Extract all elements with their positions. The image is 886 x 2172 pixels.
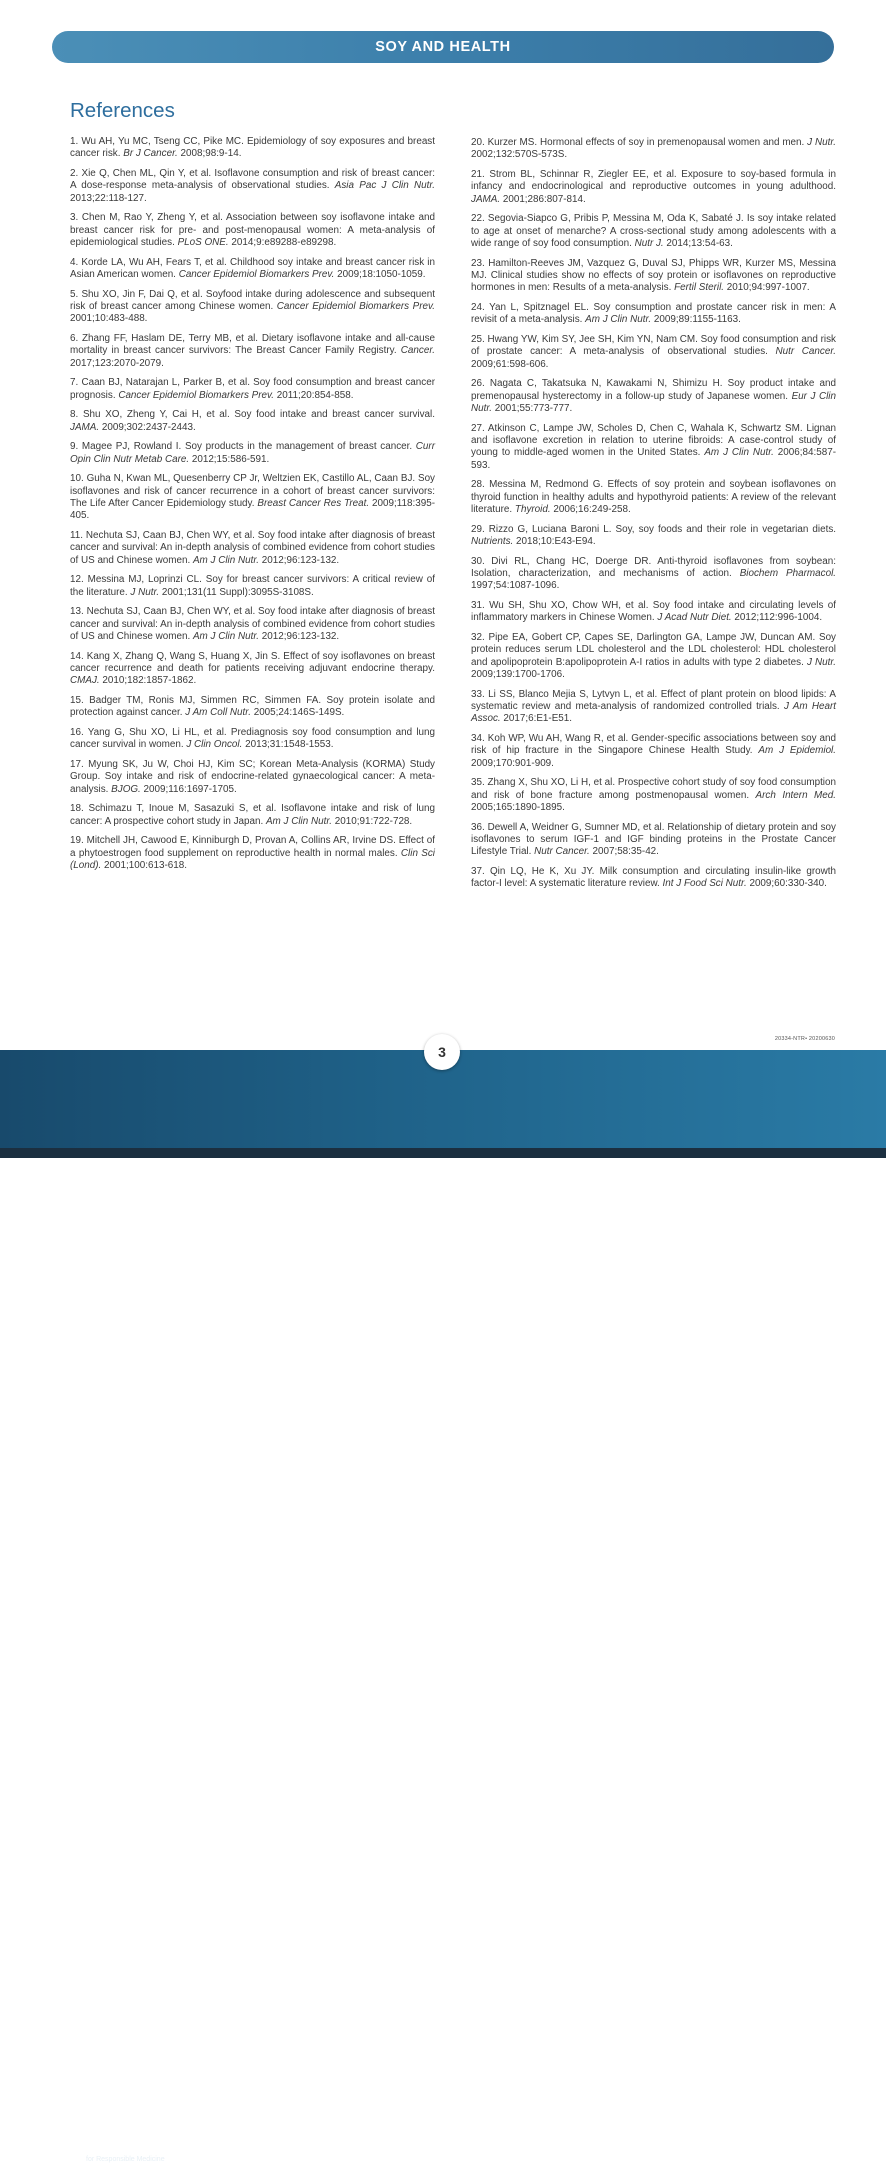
reference-citation: 2009;170:901-909. <box>471 757 554 769</box>
reference-text: 10. Guha N, Kwan ML, Quesenberry CP Jr, Weltzien EK, Castillo AL, Caan BJ. Soy isoflavones and risk of cancer recurrence in a cohort of breast cancer survivors: The Life After Cancer Epidemiology study. <box>70 473 435 509</box>
address-line: 5100 Wisconsin Ave., NW, Suite 400 | Washington, DC 20016 <box>372 2135 729 2149</box>
reference-item <box>70 212 435 249</box>
reference-text: 33. Li SS, Blanco Mejia S, Lytvyn L, et al. Effect of plant protein on blood lipids: A systematic review and meta-analysis of randomized controlled trials. <box>471 688 836 712</box>
reference-journal: J Nutr. <box>130 586 160 598</box>
reference-text: 8. Shu XO, Zheng Y, Cai H, et al. Soy food intake and breast cancer survival. <box>70 409 435 421</box>
reference-item <box>70 574 435 599</box>
reference-text: 23. Hamilton-Reeves JM, Vazquez G, Duval SJ, Phipps WR, Kurzer MS, Messina MJ. Clinical studies show no effects of soy protein or isoflavones on reproductive hormones in men: Results of a meta-analysis. <box>471 257 836 294</box>
references-column-left <box>70 136 435 879</box>
reference-item <box>70 409 435 434</box>
reference-citation: 2012;15:586-591. <box>189 453 270 465</box>
reference-item <box>70 289 435 326</box>
reference-item <box>471 632 836 681</box>
reference-journal: Asia Pac J Clin Nutr. <box>334 180 435 192</box>
reference-text: 32. Pipe EA, Gobert CP, Capes SE, Darlington GA, Lampe JW, Duncan AM. Soy protein reduces serum LDL cholesterol and the LDL cholesterol: HDL cholesterol and apolipoprotein B:apolipoprotein A-I ratios in adults with type 2 diabetes. <box>471 631 836 668</box>
reference-text: 24. Yan L, Spitznagel EL. Soy consumption and prostate cancer risk in men: A revisit of a meta-analysis. <box>471 301 836 326</box>
reference-item <box>471 423 836 472</box>
reference-item <box>70 377 435 402</box>
reference-citation: 2005;24:146S-149S. <box>250 707 345 719</box>
reference-item <box>70 651 435 688</box>
reference-text: 30. Divi RL, Chang HC, Doerge DR. Anti-thyroid isoflavones from soybean: Isolation, characterization, and mechanisms of action. <box>471 555 836 579</box>
reference-item <box>70 473 435 522</box>
reference-journal: Arch Intern Med. <box>755 789 837 801</box>
reference-journal: Fertil Steril. <box>674 282 725 294</box>
organization-logo <box>52 2130 281 2163</box>
reference-item <box>471 334 836 371</box>
reference-citation: 2009;302:2437-2443. <box>99 421 196 433</box>
reference-journal: JAMA. <box>70 421 100 433</box>
page-title: References <box>70 99 175 122</box>
reference-text: 37. Qin LQ, He K, Xu JY. Milk consumption and circulating insulin-like growth factor-I level: A systematic literature review. <box>471 865 836 890</box>
reference-text: 11. Nechuta SJ, Caan BJ, Chen WY, et al. Soy food intake after diagnosis of breast cancer and survival: An in-depth analysis of combined evidence from cohort studies of US and Chinese women. <box>70 529 435 566</box>
reference-citation: 2009;89:1155-1163. <box>651 314 741 326</box>
reference-text: 12. Messina MJ, Loprinzi CL. Soy for breast cancer survivors: A critical review of the literature. <box>70 574 435 598</box>
reference-citation: 2009;61:598-606. <box>471 358 549 370</box>
section-banner: SOY AND HEALTH <box>52 31 834 63</box>
reference-citation: 2006;16:249-258. <box>550 503 631 515</box>
reference-text: 7. Caan BJ, Natarajan L, Parker B, et al. Soy food consumption and breast cancer prognosis. <box>70 377 435 401</box>
reference-text: 3. Chen M, Rao Y, Zheng Y, et al. Association between soy isoflavone intake and breast cancer risk for pre- and post-menopausal women: A meta-analysis of epidemiological studies. <box>70 212 435 248</box>
reference-journal: JAMA. <box>471 193 501 205</box>
reference-citation: 2017;123:2070-2079. <box>70 357 164 369</box>
reference-item <box>70 136 435 161</box>
reference-item <box>70 257 435 282</box>
contact-line: 202-686-2210 | info@pcrm.org | PhysiciansCommittee.org <box>372 2155 714 2169</box>
reference-citation: 2018;10:E43-E94. <box>513 535 596 547</box>
reference-journal: J Clin Oncol. <box>186 739 243 751</box>
reference-item <box>70 333 435 370</box>
reference-journal: Cancer Epidemiol Biomarkers Prev. <box>178 268 335 280</box>
reference-text: 9. Magee PJ, Rowland I. Soy products in the management of breast cancer. <box>70 441 416 453</box>
reference-text: 5. Shu XO, Jin F, Dai Q, et al. Soyfood intake during adolescence and subsequent risk of breast cancer among Chinese women. <box>70 288 435 312</box>
reference-text: 36. Dewell A, Weidner G, Sumner MD, et al. Relationship of dietary protein and soy isoflavones to serum IGF-1 and IGF binding proteins in the Prostate Cancer Lifestyle Trial. <box>471 821 836 858</box>
reference-item <box>70 441 435 466</box>
logo-wordmark: PhysiciansCommittee <box>52 2130 281 2158</box>
reference-text: 17. Myung SK, Ju W, Choi HJ, Kim SC; Korean Meta-Analysis (KORMA) Study Group. Soy intake and risk of endocrine-related gynaecological cancer: A meta-analysis. <box>70 758 435 795</box>
reference-journal: Nutr J. <box>634 238 664 249</box>
reference-journal: Br J Cancer. <box>123 148 178 160</box>
reference-journal: Breast Cancer Res Treat. <box>257 497 370 509</box>
page-number: 3 <box>424 1034 460 1070</box>
reference-journal: Cancer. <box>400 345 435 357</box>
reference-item <box>471 479 836 516</box>
reference-journal: Curr Opin Clin Nutr Metab Care. <box>70 441 435 465</box>
reference-citation: 2002;132:570S-573S. <box>471 149 568 161</box>
reference-item <box>70 727 435 752</box>
reference-journal: J Am Coll Nutr. <box>185 707 251 719</box>
reference-text: 26. Nagata C, Takatsuka N, Kawakami N, Shimizu H. Soy product intake and premenopausal hysterectomy in a follow-up study of Japanese women. <box>471 378 836 402</box>
reference-citation: 2017;6:E1-E51. <box>500 713 573 725</box>
reference-item <box>471 213 836 250</box>
reference-citation: 2014;9:e89288-e89298. <box>228 237 337 248</box>
reference-citation: 2009;139:1700-1706. <box>471 668 565 680</box>
reference-journal: Am J Clin Nutr. <box>585 314 652 326</box>
reference-citation: 2011;20:854-858. <box>274 389 354 401</box>
reference-text: 21. Strom BL, Schinnar R, Ziegler EE, et al. Exposure to soy-based formula in infancy and endocrinological and reproductive outcomes in young adulthood. <box>471 168 836 193</box>
reference-citation: 2009;116:1697-1705. <box>140 783 237 795</box>
reference-citation: 2010;94:997-1007. <box>724 282 810 294</box>
reference-item <box>70 835 435 872</box>
reference-journal: Nutr Cancer. <box>534 846 590 858</box>
reference-journal: BJOG. <box>111 783 141 795</box>
reference-citation: 2007;58:35-42. <box>589 846 659 858</box>
reference-journal: Am J Epidemiol. <box>758 745 836 757</box>
reference-text: 20. Kurzer MS. Hormonal effects of soy in premenopausal women and men. <box>471 137 808 148</box>
reference-item <box>70 803 435 828</box>
reference-citation: 2014;13:54-63. <box>663 238 733 249</box>
reference-item <box>471 378 836 415</box>
reference-citation: 2009;118:395-405. <box>70 497 435 522</box>
reference-citation: 2012;112:996-1004. <box>731 612 823 624</box>
reference-journal: Am J Clin Nutr. <box>704 447 774 459</box>
reference-journal: CMAJ. <box>70 675 100 687</box>
reference-journal: J Acad Nutr Diet. <box>657 612 732 624</box>
reference-text: 28. Messina M, Redmond G. Effects of soy protein and soybean isoflavones on thyroid function in healthy adults and hypothyroid patients: A review of the relevant literature. <box>471 479 836 515</box>
references-column-right <box>471 137 836 898</box>
reference-journal: Int J Food Sci Nutr. <box>662 878 747 890</box>
reference-journal: Am J Clin Nutr. <box>192 630 259 642</box>
reference-text: 6. Zhang FF, Haslam DE, Terry MB, et al. Dietary isoflavone intake and all-cause mortality in breast cancer survivors: The Breast Cancer Family Registry. <box>70 332 435 357</box>
reference-journal: Nutr Cancer. <box>775 346 836 358</box>
reference-text: 15. Badger TM, Ronis MJ, Simmen RC, Simmen FA. Soy protein isolate and protection against cancer. <box>70 694 435 719</box>
reference-item <box>471 258 836 295</box>
reference-journal: J Nutr. <box>807 137 836 148</box>
reference-text: 2. Xie Q, Chen ML, Qin Y, et al. Isoflavone consumption and risk of breast cancer: A dose-response meta-analysis of observational studies. <box>70 167 435 192</box>
reference-citation: 2001;55:773-777. <box>492 402 573 414</box>
reference-text: 4. Korde LA, Wu AH, Fears T, et al. Childhood soy intake and breast cancer risk in Asian American women. <box>70 256 435 280</box>
reference-item <box>471 822 836 859</box>
reference-citation: 2006;84:587-593. <box>471 447 837 471</box>
reference-item <box>471 302 836 327</box>
reference-text: 35. Zhang X, Shu XO, Li H, et al. Prospective cohort study of soy food consumption and risk of bone fracture among postmenopausal women. <box>471 777 836 801</box>
logo-tagline: for Responsible Medicine <box>86 2156 165 2163</box>
reference-item <box>471 524 836 549</box>
reference-citation: 2008;98:9-14. <box>177 148 242 160</box>
reference-journal: Am J Clin Nutr. <box>192 554 259 566</box>
reference-item <box>70 759 435 796</box>
reference-journal: Cancer Epidemiol Biomarkers Prev. <box>276 300 435 312</box>
contact-info <box>372 2132 728 2172</box>
reference-text: 1. Wu AH, Yu MC, Tseng CC, Pike MC. Epidemiology of soy exposures and breast cancer risk. <box>70 136 435 160</box>
reference-item <box>471 169 836 206</box>
reference-journal: Clin Sci (Lond). <box>70 847 435 871</box>
reference-item <box>70 530 435 567</box>
reference-text: 14. Kang X, Zhang Q, Wang S, Huang X, Jin S. Effect of soy isoflavones on breast cancer recurrence and death for patients receiving adjuvant endocrine therapy. <box>70 650 435 674</box>
reference-text: 16. Yang G, Shu XO, Li HL, et al. Prediagnosis soy food consumption and lung cancer survival in women. <box>70 726 435 751</box>
reference-text: 22. Segovia-Siapco G, Pribis P, Messina M, Oda K, Sabaté J. Is soy intake related to age at onset of menarche? A cross-sectional study among adolescents with a wide range of soy food consumption. <box>471 213 836 249</box>
reference-citation: 2013;31:1548-1553. <box>242 739 334 751</box>
reference-journal: Nutrients. <box>471 535 514 547</box>
reference-text: 19. Mitchell JH, Cawood E, Kinniburgh D, Provan A, Collins AR, Irvine DS. Effect of a phytoestrogen food supplement on reproductive health in normal males. <box>70 835 435 859</box>
reference-citation: 2001;286:807-814. <box>500 193 586 205</box>
reference-citation: 2009;60:330-340. <box>746 878 827 890</box>
reference-citation: 1997;54:1087-1096. <box>471 580 560 592</box>
reference-item <box>471 137 836 162</box>
reference-citation: 2010;182:1857-1862. <box>99 675 197 687</box>
reference-item <box>471 866 836 891</box>
reference-item <box>471 777 836 814</box>
reference-text: 25. Hwang YW, Kim SY, Jee SH, Kim YN, Nam CM. Soy food consumption and risk of prostate cancer: A meta-analysis of observational studies. <box>471 333 836 358</box>
reference-item <box>70 168 435 205</box>
reference-text: 18. Schimazu T, Inoue M, Sasazuki S, et al. Isoflavone intake and risk of lung cancer: A prospective cohort study in Japan. <box>70 803 435 827</box>
reference-item <box>471 689 836 726</box>
reference-text: 13. Nechuta SJ, Caan BJ, Chen WY, et al. Soy food intake after diagnosis of breast cancer and survival: An in-depth analysis of combined evidence from cohort studies of US and Chinese women. <box>70 606 435 642</box>
reference-item <box>471 600 836 625</box>
reference-journal: Eur J Clin Nutr. <box>471 390 836 414</box>
reference-citation: 2013;22:118-127. <box>70 192 147 204</box>
reference-citation: 2012;96:123-132. <box>259 554 340 566</box>
reference-journal: Biochem Pharmacol. <box>739 567 837 579</box>
reference-text: 29. Rizzo G, Luciana Baroni L. Soy, soy foods and their role in vegetarian diets. <box>471 523 836 535</box>
reference-journal: J Am Heart Assoc. <box>471 700 836 725</box>
reference-text: 27. Atkinson C, Lampe JW, Scholes D, Chen C, Wahala K, Schwartz SM. Lignan and isoflavone excretion in relation to uterine fibroids: A case-control study of young to middle-aged women in the United States. <box>471 422 836 459</box>
reference-item <box>70 695 435 720</box>
reference-citation: 2001;100:613-618. <box>101 859 187 871</box>
reference-citation: 2009;18:1050-1059. <box>334 268 426 280</box>
reference-text: 34. Koh WP, Wu AH, Wang R, et al. Gender-specific associations between soy and risk of hip fracture in the Singapore Chinese Health Study. <box>471 732 836 757</box>
reference-item <box>471 556 836 593</box>
bottom-strip <box>0 1148 886 1158</box>
document-code: 20334-NTR• 20200630 <box>774 1036 835 1042</box>
reference-item <box>471 733 836 770</box>
reference-text: 31. Wu SH, Shu XO, Chow WH, et al. Soy food intake and circulating levels of inflammatory markers in Chinese Women. <box>471 599 836 624</box>
reference-journal: Thyroid. <box>514 503 551 515</box>
reference-journal: Am J Clin Nutr. <box>265 815 332 827</box>
reference-citation: 2012;96:123-132. <box>259 630 340 642</box>
reference-journal: Cancer Epidemiol Biomarkers Prev. <box>118 389 274 401</box>
reference-citation: 2010;91:722-728. <box>332 815 413 827</box>
reference-journal: J Nutr. <box>806 656 836 668</box>
reference-journal: PLoS ONE. <box>177 237 229 248</box>
reference-citation: 2001;10:483-488. <box>70 313 148 325</box>
reference-citation: 2005;165:1890-1895. <box>471 801 565 813</box>
reference-item <box>70 606 435 643</box>
reference-citation: 2001;131(11 Suppl):3095S-3108S. <box>159 586 314 598</box>
